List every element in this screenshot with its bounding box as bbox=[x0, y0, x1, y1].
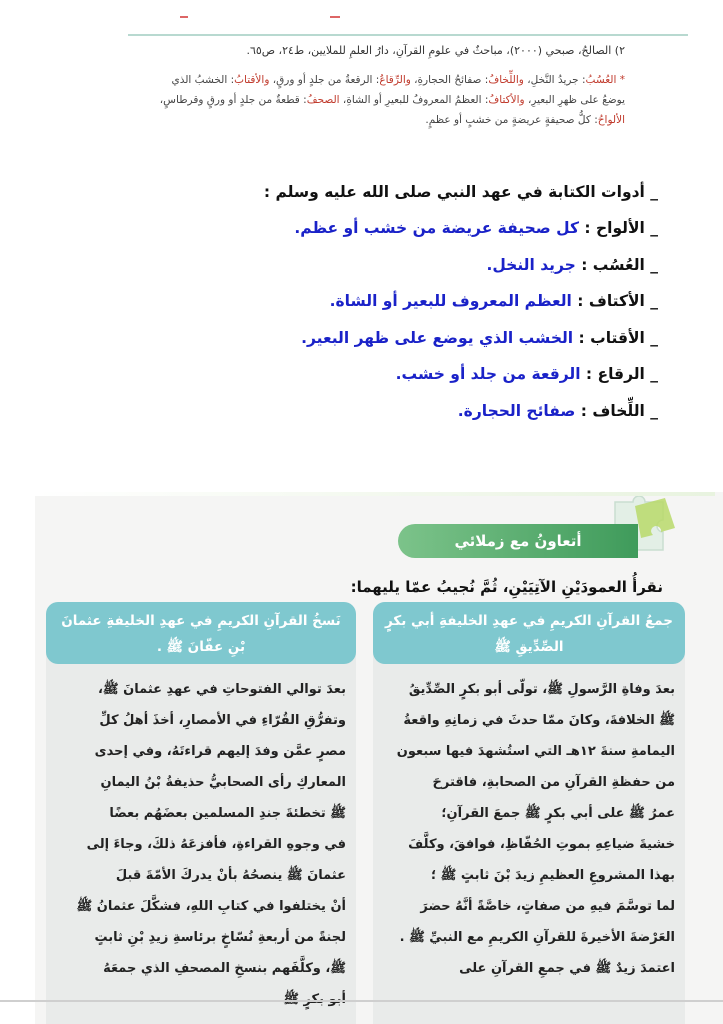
note-definition: الخشب الذي يوضع على ظهر البعير. bbox=[301, 328, 574, 347]
text-line: أنْ يختلفوا في كتابِ اللهِ، فشكَّلَ عثمانُ ﷺ bbox=[76, 899, 346, 914]
text-line: العَرْضةَ الأخيرةَ للقرآنِ الكريمِ مع النبيِّ ﷺ . bbox=[399, 930, 675, 945]
note-row bbox=[58, 360, 658, 388]
column-title: جمعُ القرآنِ الكريمِ في عهدِ الخليفةِ أبي بكرٍ الصِّدِّيقِ ﷺ bbox=[373, 602, 685, 664]
text-line: اعتمدَ زيدٌ ﷺ في جمعِ القرآنِ على bbox=[459, 961, 675, 976]
asterisk: * bbox=[619, 74, 625, 86]
glossary-definition: : كلُّ صحيفةٍ عريضةٍ من خشبٍ أو عظمٍ. bbox=[425, 114, 598, 126]
text-line: ﷺ تخطئةَ جندِ المسلمين بعضَهُم بعضًا bbox=[109, 806, 346, 821]
column-abu-bakr bbox=[373, 602, 685, 1024]
column-text bbox=[383, 674, 675, 984]
note-definition: العظم المعروف للبعير أو الشاة. bbox=[329, 292, 572, 310]
text-line: وتفرُّقِ القُرّاءِ في الأمصارِ، أخذَ أهلُ كلِّ bbox=[99, 713, 346, 728]
note-row bbox=[58, 324, 658, 352]
text-line: خشيةَ ضياعِهِ بموتِ الحُفّاظِ، فوافقَ، وكلَّفَ bbox=[408, 837, 675, 852]
note-definition: صفائح الحجارة. bbox=[457, 401, 576, 420]
glossary-definition: : الرقعةُ من جلدٍ أو ورقٍ، bbox=[269, 74, 380, 86]
glossary-definition: : جريدُ النَّخلِ، bbox=[523, 74, 586, 86]
note-term: _ الأقتاب : bbox=[578, 328, 658, 347]
text-line: اليمامةِ سنةَ ١٢هـ التي استُشهدَ فيها سبعون bbox=[396, 744, 675, 759]
glossary-line bbox=[75, 90, 625, 110]
glossary-term: الصحفُ bbox=[306, 94, 340, 106]
column-text bbox=[56, 674, 346, 1015]
header-divider bbox=[128, 34, 688, 36]
glossary-definition: : قطعةٌ من جلدٍ أو ورقٍ وقرطاسٍ، bbox=[159, 94, 307, 106]
text-line: عمرُ ﷺ على أبي بكرٍ ﷺ جمعَ القرآنِ؛ bbox=[441, 806, 675, 821]
glossary-line bbox=[75, 110, 625, 130]
note-definition: كل صحيفة عريضة من خشب أو عظم. bbox=[294, 219, 579, 237]
notes-heading: _ أدوات الكتابة في عهد النبي صلى الله عليه وسلم : bbox=[263, 183, 658, 201]
note-row bbox=[58, 397, 658, 425]
text-line: بعدَ وفاةِ الرَّسولِ ﷺ، تولّى أبو بكرٍ الصِّدِّيقُ bbox=[408, 682, 675, 697]
page-edge bbox=[0, 1000, 723, 1002]
glossary-term: والأكتافُ bbox=[488, 94, 525, 106]
column-title: نَسخُ القرآنِ الكريمِ في عهدِ الخليفةِ عثمانَ بْنِ عفّانَ ﷺ . bbox=[46, 602, 356, 664]
note-term: _ الألواح : bbox=[584, 219, 658, 237]
note-row bbox=[58, 287, 658, 315]
text-line: لجنةً من أربعةِ نُسّاخٍ برئاسةِ زيدِ بْنِ ثابتٍ bbox=[94, 930, 346, 945]
text-line: من حفظةِ القرآنِ من الصحابةِ، فاقترحَ bbox=[432, 775, 675, 790]
text-line: ﷺ الخلافةَ، وكانَ ممّا حدثَ في زمانِهِ واقعةُ bbox=[403, 713, 675, 728]
column-uthman bbox=[46, 602, 356, 1024]
header-decoration bbox=[180, 16, 340, 24]
glossary-term: والرِّقاعُ bbox=[379, 74, 411, 86]
text-line: بعدَ توالي الفتوحاتِ في عهدِ عثمانَ ﷺ، bbox=[97, 682, 346, 697]
text-line: ﷺ، وكلَّفَهم بنسخِ المصحفِ الذي جمعَهُ bbox=[103, 961, 346, 976]
text-line: مصرٍ عمَّن وفدَ إليهم قراءتَهُ، وفي إحدى bbox=[94, 744, 346, 759]
text-line: المعاركِ رأى الصحابيُّ حذيفةُ بْنُ اليمانِ bbox=[100, 775, 346, 790]
activity-instruction: نقرأُ العمودَيْنِ الآتِيَيْنِ، ثُمَّ نُجيبُ عمّا يليهما: bbox=[350, 578, 663, 596]
handwritten-notes bbox=[58, 178, 658, 433]
note-definition: جريد النخل. bbox=[486, 255, 576, 274]
glossary-term: العُسُبُ bbox=[585, 74, 617, 86]
footnote-reference: ٢) الصالحُ، صبحي (٢٠٠٠)، مباحثٌ في علومِ القرآنِ، دارُ العلمِ للملايين، ط٢٤، ص٦٥. bbox=[246, 44, 625, 57]
note-row bbox=[58, 214, 658, 242]
glossary-term: والأقتابُ bbox=[234, 74, 270, 86]
glossary-definition: يوضعُ على ظهرِ البعيرِ، bbox=[524, 94, 625, 106]
glossary-definition: : الخشبُ الذي bbox=[171, 74, 235, 86]
note-term: _ اللِّخاف : bbox=[580, 401, 658, 420]
text-line: لما توسَّمَ فيهِ من صفاتٍ، خاصَّةً أنَّهُ حضرَ bbox=[420, 899, 675, 914]
text-line: في وجوهِ القراءةِ، فأفزعَهُ ذلكَ، وجاءَ إلى bbox=[86, 837, 346, 852]
glossary-term: واللِّخافُ bbox=[488, 74, 524, 86]
note-term: _ الأكتاف : bbox=[577, 292, 658, 310]
text-line: عثمانَ ﷺ ينصحُهُ بأنْ يدركَ الأمّةَ قبلَ bbox=[115, 868, 346, 883]
note-definition: الرقعة من جلد أو خشب. bbox=[395, 365, 581, 383]
note-term: _ الرقاع : bbox=[585, 365, 658, 383]
glossary-footnote bbox=[75, 70, 625, 130]
note-term: _ العُسُب : bbox=[581, 255, 658, 274]
glossary-term: الألواحُ bbox=[597, 114, 625, 126]
glossary-definition: : صفائحُ الحجارةِ، bbox=[410, 74, 489, 86]
text-line: بهذا المشروعِ العظيمِ زيدَ بْنَ ثابتٍ ﷺ ؛ bbox=[430, 868, 675, 883]
glossary-line bbox=[75, 70, 625, 90]
note-row bbox=[58, 251, 658, 279]
glossary-definition: : العظمُ المعروفُ للبعيرِ أو الشاةِ، bbox=[339, 94, 489, 106]
activity-title: أتعاونُ مع زملائي bbox=[398, 524, 638, 558]
